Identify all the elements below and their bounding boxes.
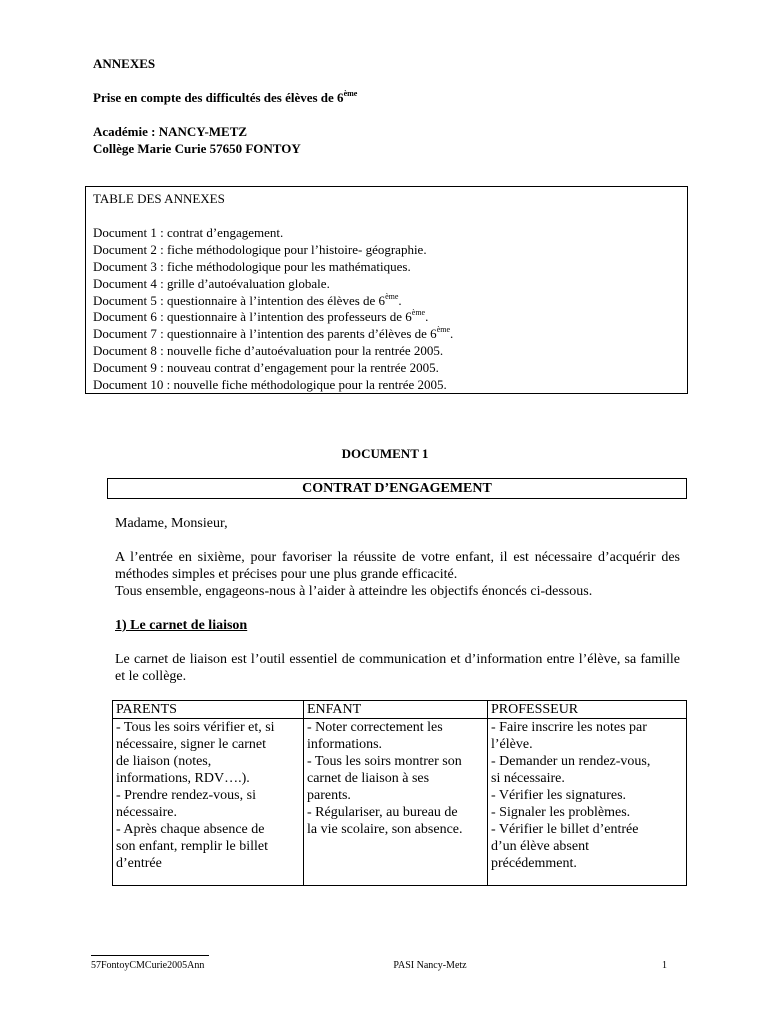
professeur-line: - Vérifier le billet d’entrée bbox=[491, 822, 639, 837]
annex-item-tail: . bbox=[450, 326, 454, 342]
academie-line: Académie : NANCY-METZ bbox=[93, 124, 248, 139]
annex-list-item bbox=[93, 360, 687, 377]
annex-item-text: Document 4 : grille d’autoévaluation globale. bbox=[93, 275, 330, 291]
annex-list-item bbox=[93, 343, 687, 360]
annex-table-title: TABLE DES ANNEXES bbox=[93, 191, 225, 206]
parents-line: nécessaire, signer le carnet bbox=[116, 737, 267, 752]
cell-parents bbox=[113, 719, 304, 886]
page-number: 1 bbox=[662, 960, 667, 971]
document-title: DOCUMENT 1 bbox=[341, 446, 429, 461]
annex-item-text: Document 3 : fiche méthodologique pour les mathématiques. bbox=[93, 258, 411, 274]
annex-table-box bbox=[85, 186, 688, 394]
intro-paragraph: A l’entrée en sixième, pour favoriser la réussite de votre enfant, il est nécessaire d’acquérir des méthodes simples et précises pour une plus grande efficacité. bbox=[115, 550, 680, 582]
annex-list-item bbox=[93, 242, 687, 259]
enfant-line: parents. bbox=[307, 788, 351, 803]
parents-line: informations, RDV….). bbox=[116, 771, 250, 786]
parents-line: son enfant, remplir le billet bbox=[116, 839, 269, 854]
parents-line: - Tous les soirs vérifier et, si bbox=[116, 720, 275, 735]
annex-item-tail: . bbox=[398, 292, 402, 308]
annex-item-text: Document 7 : questionnaire à l’intention des parents d’élèves de 6 bbox=[93, 326, 437, 342]
footer-rule bbox=[91, 955, 209, 956]
annexes-heading: ANNEXES bbox=[93, 56, 156, 71]
parents-line: - Après chaque absence de bbox=[116, 822, 265, 837]
annex-item-text: Document 9 : nouveau contrat d’engagement pour la rentrée 2005. bbox=[93, 360, 439, 376]
enfant-line: la vie scolaire, son absence. bbox=[307, 822, 463, 837]
section-title: 1) Le carnet de liaison bbox=[115, 618, 248, 633]
liaison-table bbox=[112, 700, 687, 886]
annex-item-superscript: ème bbox=[411, 308, 426, 318]
annex-list-item bbox=[93, 276, 687, 293]
annex-item-text: Document 6 : questionnaire à l’intention des professeurs de 6 bbox=[93, 309, 412, 325]
cell-professeur bbox=[488, 719, 687, 886]
enfant-line: - Noter correctement les bbox=[307, 720, 443, 735]
enfant-line: informations. bbox=[307, 737, 383, 752]
enfant-line: carnet de liaison à ses bbox=[307, 771, 430, 786]
cell-enfant bbox=[304, 719, 488, 886]
header-professeur: PROFESSEUR bbox=[488, 701, 687, 719]
professeur-line: - Faire inscrire les notes par bbox=[491, 720, 647, 735]
annex-list-item bbox=[93, 309, 687, 326]
subject-line bbox=[93, 89, 693, 106]
professeur-line: - Signaler les problèmes. bbox=[491, 805, 631, 820]
subject-text: Prise en compte des difficultés des élèves de 6 bbox=[93, 90, 344, 105]
annex-item-text: Document 10 : nouvelle fiche méthodologique pour la rentrée 2005. bbox=[93, 377, 447, 393]
college-line: Collège Marie Curie 57650 FONTOY bbox=[93, 141, 301, 156]
table-row bbox=[113, 719, 687, 886]
enfant-line: - Régulariser, au bureau de bbox=[307, 805, 458, 820]
header-parents: PARENTS bbox=[113, 701, 304, 719]
annex-item-text: Document 2 : fiche méthodologique pour l’histoire- géographie. bbox=[93, 241, 427, 257]
table-header-row bbox=[113, 701, 687, 719]
contract-title-box: CONTRAT D’ENGAGEMENT bbox=[107, 478, 687, 499]
professeur-line: d’un élève absent bbox=[491, 839, 589, 854]
annex-list-item bbox=[93, 225, 687, 242]
footer-left: 57FontoyCMCurie2005Ann bbox=[91, 960, 205, 971]
header-block bbox=[93, 55, 693, 157]
annex-list bbox=[93, 225, 687, 394]
professeur-line: précédemment. bbox=[491, 856, 577, 871]
parents-line: de liaison (notes, bbox=[116, 754, 212, 769]
annex-list-item bbox=[93, 293, 687, 310]
parents-line: nécessaire. bbox=[116, 805, 178, 820]
parents-line: - Prendre rendez-vous, si bbox=[116, 788, 256, 803]
annex-item-superscript: ème bbox=[385, 291, 399, 301]
parents-line: d’entrée bbox=[116, 856, 162, 871]
professeur-line: - Vérifier les signatures. bbox=[491, 788, 627, 803]
annex-list-item bbox=[93, 259, 687, 276]
professeur-line: - Demander un rendez-vous, bbox=[491, 754, 651, 769]
intro-paragraph-2: Tous ensemble, engageons-nous à l’aider à atteindre les objectifs énoncés ci-dessous. bbox=[115, 584, 593, 599]
enfant-line: - Tous les soirs montrer son bbox=[307, 754, 462, 769]
annex-item-superscript: ème bbox=[436, 325, 451, 335]
section-paragraph: Le carnet de liaison est l’outil essentiel de communication et d’information entre l’élève, sa famille et le collège. bbox=[115, 652, 680, 684]
salutation: Madame, Monsieur, bbox=[115, 516, 228, 531]
annex-item-tail: . bbox=[425, 309, 429, 325]
annex-item-text: Document 8 : nouvelle fiche d’autoévaluation pour la rentrée 2005. bbox=[93, 343, 444, 359]
annex-list-item bbox=[93, 326, 687, 343]
annex-list-item bbox=[93, 377, 687, 394]
professeur-line: l’élève. bbox=[491, 737, 533, 752]
footer-center: PASI Nancy-Metz bbox=[393, 960, 467, 971]
annex-item-text: Document 1 : contrat d’engagement. bbox=[93, 224, 284, 240]
annex-item-text: Document 5 : questionnaire à l’intention des élèves de 6 bbox=[93, 292, 386, 308]
professeur-line: si nécessaire. bbox=[491, 771, 565, 786]
subject-superscript: ème bbox=[343, 89, 358, 98]
header-enfant: ENFANT bbox=[304, 701, 488, 719]
